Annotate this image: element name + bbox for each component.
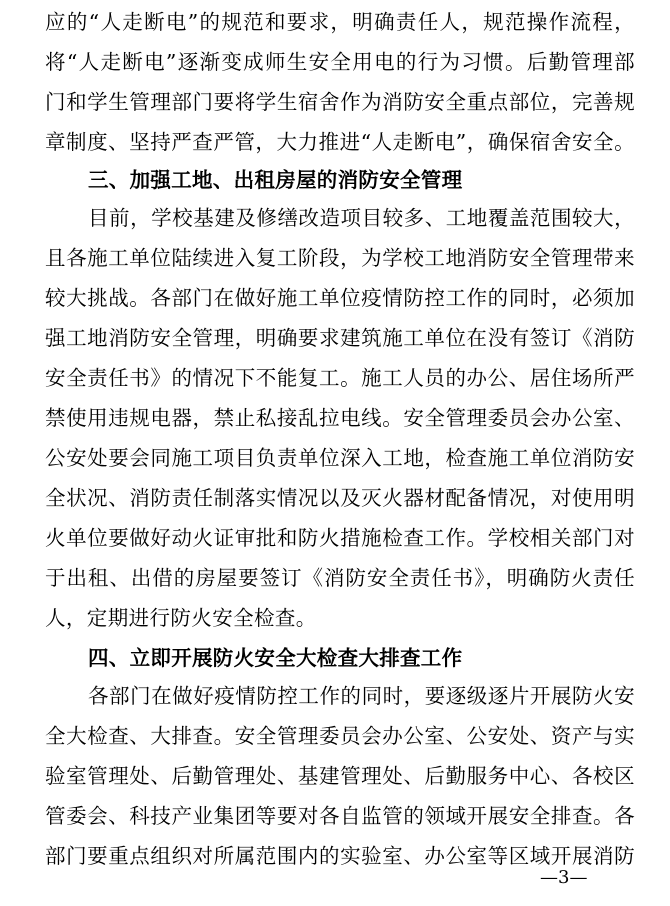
paragraph-2-line-7: 公安处要会同施工项目负责单位深入工地，检查施工单位消防安 bbox=[45, 446, 635, 470]
paragraph-1-line-4: 章制度、坚持严查严管，大力推进“人走断电”，确保宿舍安全。 bbox=[45, 130, 635, 154]
paragraph-2-line-8: 全状况、消防责任制落实情况以及灭火器材配备情况，对使用明 bbox=[45, 486, 635, 510]
section-heading-3: 三、加强工地、出租房屋的消防安全管理 bbox=[88, 168, 463, 192]
section-heading-4: 四、立即开展防火安全大检查大排查工作 bbox=[88, 646, 463, 670]
paragraph-3-line-2: 全大检查、大排查。安全管理委员会办公室、公安处、资产与实 bbox=[45, 724, 635, 748]
paragraph-1-line-3: 门和学生管理部门要将学生宿舍作为消防安全重点部位，完善规 bbox=[45, 90, 635, 114]
paragraph-3-line-4: 管委会、科技产业集团等要对各自监管的领域开展安全排查。各 bbox=[45, 804, 635, 828]
paragraph-2-line-6: 禁使用违规电器，禁止私接乱拉电线。安全管理委员会办公室、 bbox=[45, 406, 635, 430]
paragraph-2-line-11: 人，定期进行防火安全检查。 bbox=[45, 606, 317, 630]
paragraph-2-line-2: 且各施工单位陆续进入复工阶段，为学校工地消防安全管理带来 bbox=[45, 246, 635, 270]
paragraph-2-line-10: 于出租、出借的房屋要签订《消防安全责任书》，明确防火责任 bbox=[45, 566, 635, 590]
paragraph-2-line-1: 目前，学校基建及修缮改造项目较多、工地覆盖范围较大， bbox=[88, 206, 635, 230]
paragraph-2-line-5: 安全责任书》的情况下不能复工。施工人员的办公、居住场所严 bbox=[45, 366, 635, 390]
paragraph-3-line-1: 各部门在做好疫情防控工作的同时，要逐级逐片开展防火安 bbox=[88, 684, 635, 708]
page-number: —3— bbox=[540, 867, 588, 888]
paragraph-3-line-3: 验室管理处、后勤管理处、基建管理处、后勤服务中心、各校区 bbox=[45, 764, 635, 788]
paragraph-2-line-3: 较大挑战。各部门在做好施工单位疫情防控工作的同时，必须加 bbox=[45, 286, 635, 310]
paragraph-3-line-5: 部门要重点组织对所属范围内的实验室、办公室等区域开展消防 bbox=[45, 844, 635, 868]
paragraph-1-line-1: 应的“人走断电”的规范和要求，明确责任人，规范操作流程， bbox=[45, 10, 635, 34]
paragraph-2-line-9: 火单位要做好动火证审批和防火措施检查工作。学校相关部门对 bbox=[45, 526, 635, 550]
paragraph-1-line-2: 将“人走断电”逐渐变成师生安全用电的行为习惯。后勤管理部 bbox=[45, 50, 635, 74]
paragraph-2-line-4: 强工地消防安全管理，明确要求建筑施工单位在没有签订《消防 bbox=[45, 326, 635, 350]
